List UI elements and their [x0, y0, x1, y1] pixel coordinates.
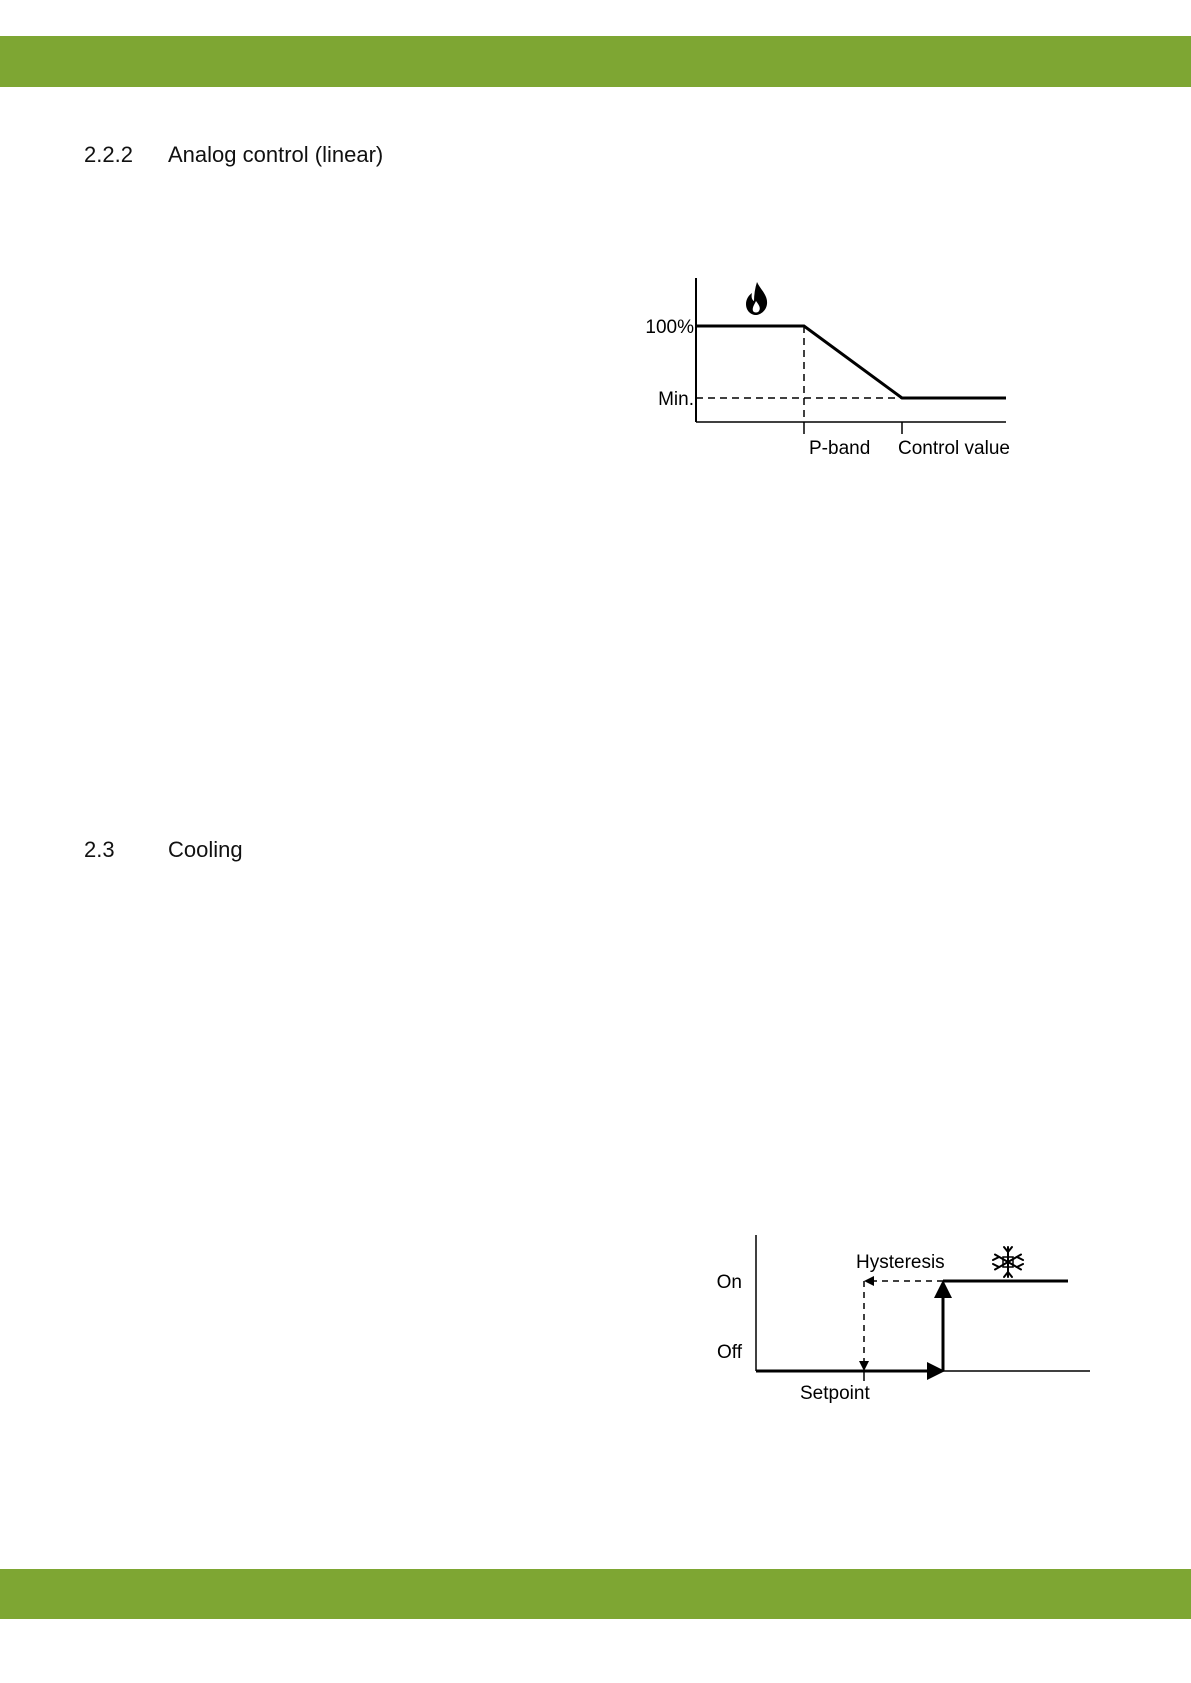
flame-icon [746, 282, 767, 315]
cooling-hysteresis-diagram [690, 1225, 1110, 1425]
footer-band [0, 1569, 1191, 1619]
label-off: Off [717, 1342, 742, 1363]
section-number: 2.3 [84, 837, 115, 862]
header-band [0, 36, 1191, 87]
label-setpoint: Setpoint [800, 1383, 870, 1404]
label-min: Min. [658, 389, 694, 410]
section-title: Cooling [168, 837, 243, 862]
label-on: On [716, 1272, 742, 1293]
section-heading-analog-control [84, 142, 383, 168]
snowflake-icon [993, 1247, 1023, 1277]
section-number: 2.2.2 [84, 142, 133, 167]
heating-control-diagram [620, 270, 1040, 470]
section-heading-cooling [84, 837, 243, 863]
label-control-value: Control value [898, 438, 1010, 459]
label-pband: P-band [809, 438, 871, 459]
control-curve [696, 326, 1006, 398]
section-title: Analog control (linear) [168, 142, 384, 167]
label-100-percent: 100% [645, 317, 694, 338]
label-hysteresis: Hysteresis [856, 1252, 945, 1273]
